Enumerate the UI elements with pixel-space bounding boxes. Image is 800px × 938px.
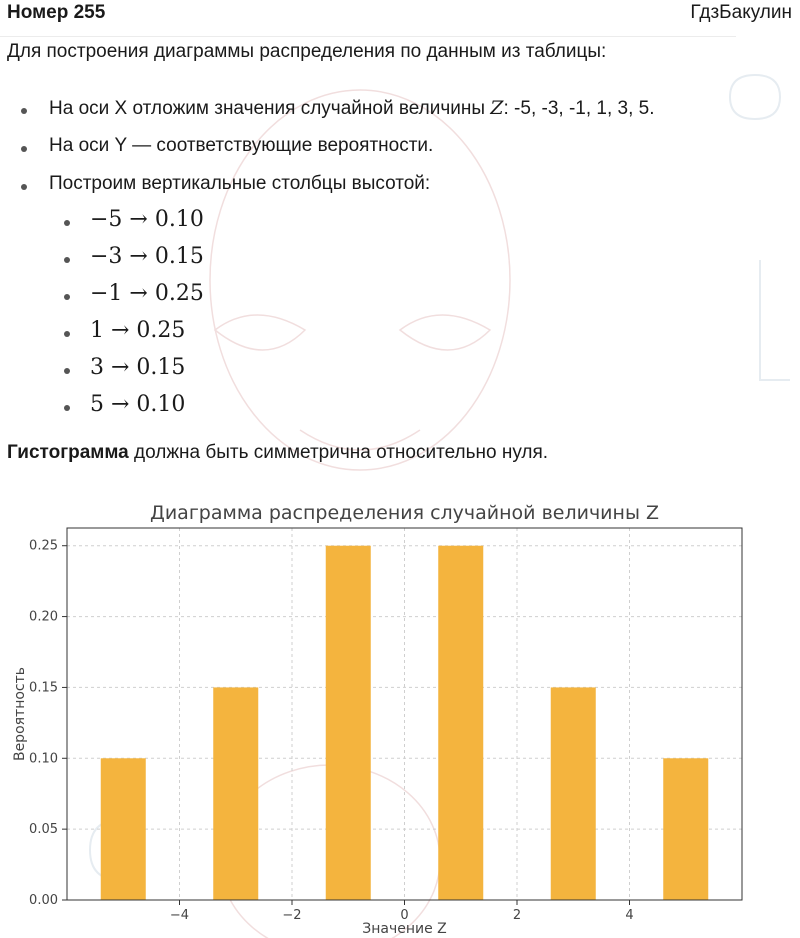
site-brand[interactable]: ГдзБакулин: [690, 2, 792, 23]
bar: [101, 758, 146, 900]
bar: [438, 546, 483, 900]
bullet-dot: [64, 368, 70, 374]
y-tick-label: 0.15: [29, 680, 58, 696]
bullet-dot: [21, 184, 27, 190]
y-tick-label: 0.25: [29, 538, 58, 554]
bullet-text: На оси Y — соответствующие вероятности.: [49, 135, 434, 156]
x-tick-label: −4: [169, 908, 190, 923]
chart-title: Диаграмма распределения случайной величины Z: [149, 502, 660, 524]
bar: [551, 687, 596, 900]
summary-text: [7, 442, 548, 464]
bullet-dot: [64, 294, 70, 300]
bullet-dot: [64, 331, 70, 337]
bullet-text: На оси X отложим значения случайной величины: [49, 98, 491, 119]
intro-text: Для построения диаграммы распределения по данным из таблицы:: [7, 41, 607, 62]
page-header: [0, 0, 800, 32]
var-z: Z: [490, 97, 504, 119]
x-tick-label: 2: [512, 908, 522, 923]
x-tick-label: −2: [282, 908, 302, 923]
mapping-text: 1 → 0.25: [90, 318, 186, 343]
y-tick-label: 0.10: [29, 751, 58, 767]
distribution-chart: [0, 490, 800, 938]
bullet-values: : -5, -3, -1, 1, 3, 5.: [503, 98, 655, 119]
y-axis-label: Вероятность: [12, 666, 28, 762]
bullet-dot: [64, 405, 70, 411]
bullet-text: Построим вертикальные столбцы высотой:: [49, 173, 431, 194]
summary-bold: Гистограмма: [7, 442, 129, 463]
bullet-dot: [21, 108, 27, 114]
bullet-dot: [21, 146, 27, 152]
bullet-dot: [64, 220, 70, 226]
x-axis-label: Значение Z: [362, 921, 447, 937]
bar: [663, 758, 708, 900]
x-tick-label: 4: [625, 908, 634, 923]
mapping-text: 5 → 0.10: [90, 392, 186, 417]
y-tick-label: 0.20: [29, 609, 58, 625]
header-divider: [0, 36, 736, 37]
mapping-text: −5 → 0.10: [90, 207, 204, 232]
problem-title: Номер 255: [7, 2, 106, 23]
mapping-text: −3 → 0.15: [90, 244, 204, 269]
y-tick-label: 0.05: [29, 822, 58, 838]
mapping-text: 3 → 0.15: [90, 355, 186, 380]
x-tick-label: 0: [400, 908, 409, 923]
summary-rest: должна быть симметрична относительно нуля.: [128, 442, 549, 463]
bar: [213, 687, 258, 900]
mapping-text: −1 → 0.25: [90, 281, 204, 306]
y-tick-label: 0.00: [29, 893, 58, 908]
bar: [326, 546, 371, 900]
bullet-dot: [64, 257, 70, 263]
